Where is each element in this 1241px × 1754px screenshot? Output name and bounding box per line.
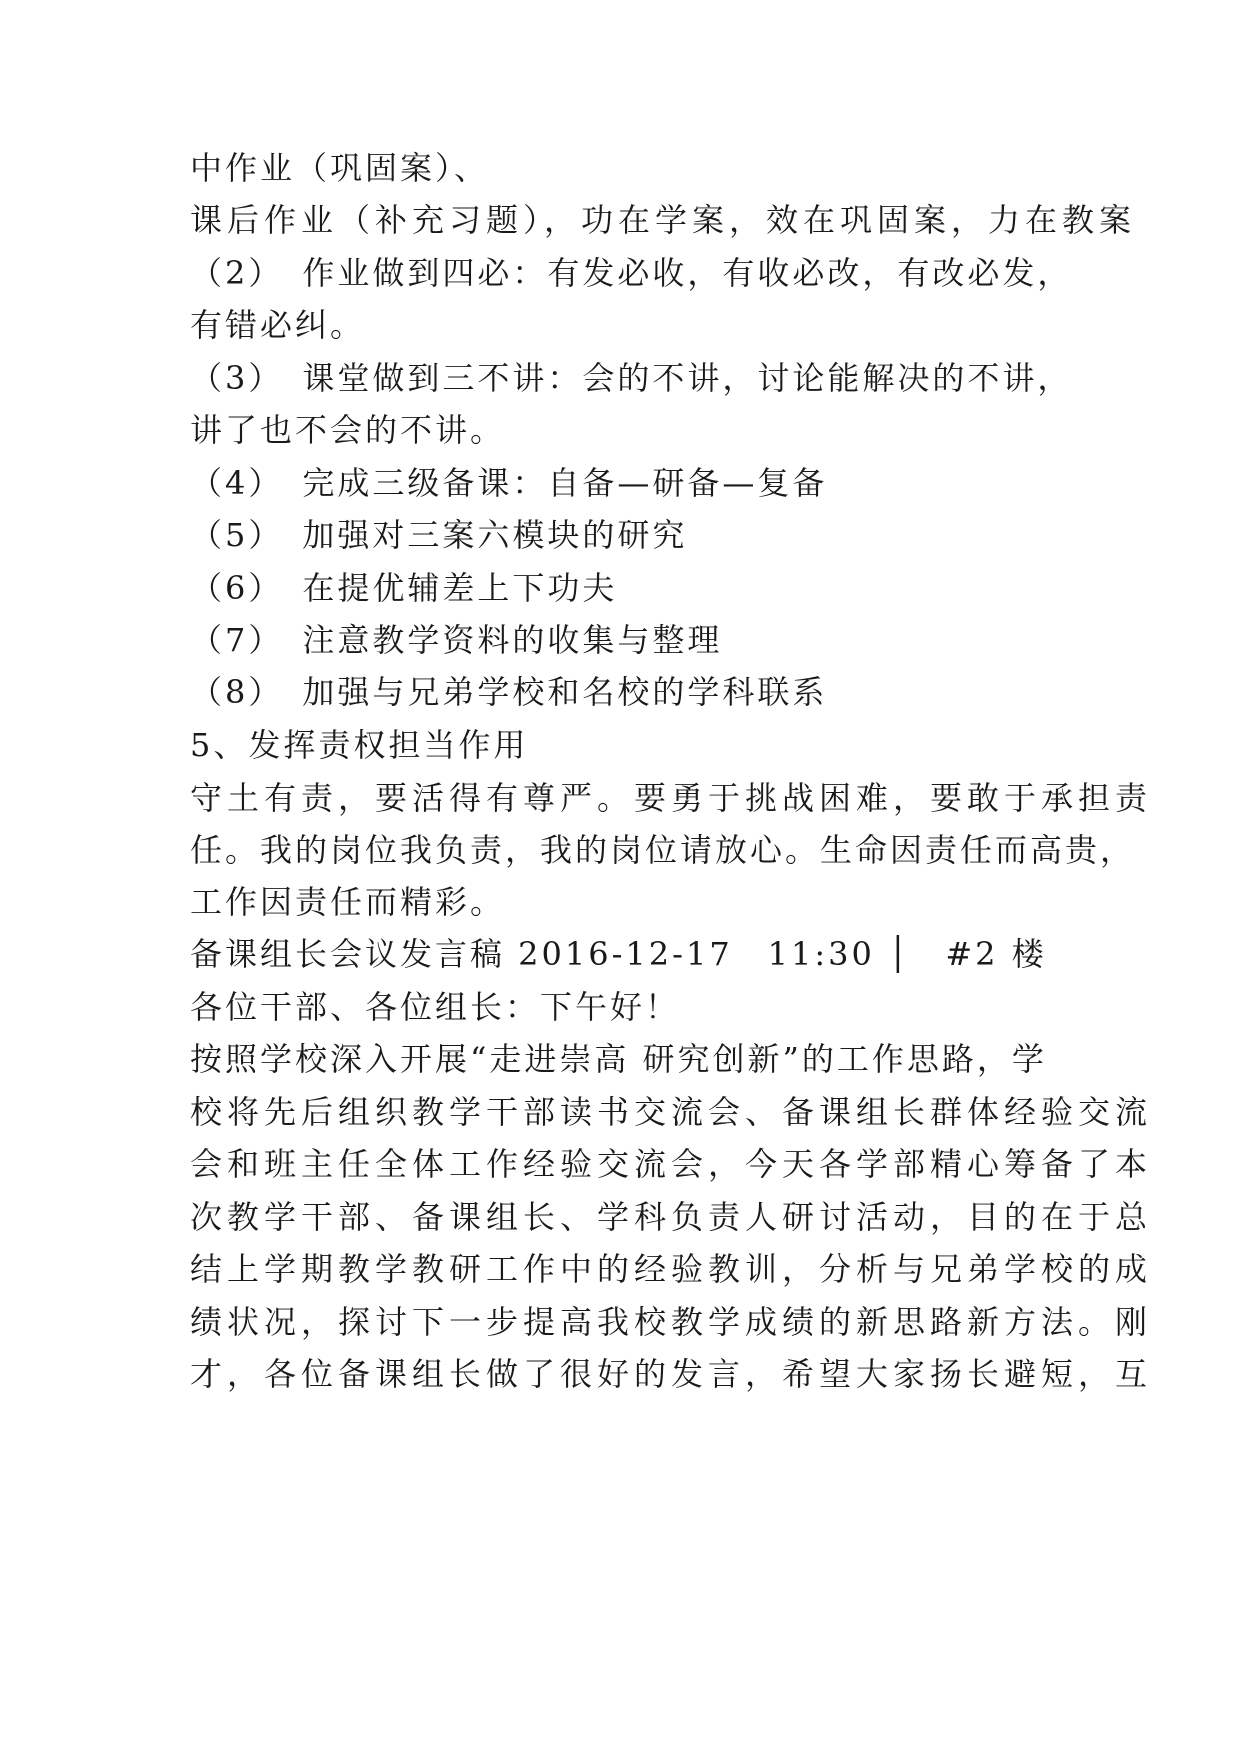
text-line: 工作因责任而精彩。 <box>190 883 506 921</box>
text-line: 任。我的岗位我负责，我的岗位请放心。生命因责任而高贵， <box>190 831 1136 869</box>
text-line: 守土有责，要活得有尊严。要勇于挑战困难，要敢于承担责 <box>190 779 1153 817</box>
text-line: 结上学期教学教研工作中的经验教训，分析与兄弟学校的成 <box>190 1250 1153 1288</box>
text-line: 课后作业（补充习题），功在学案，效在巩固案，力在教案 <box>190 201 1137 239</box>
list-item: （6） 在提优辅差上下功夫 <box>190 569 618 607</box>
list-item: （4） 完成三级备课：自备—研备—复备 <box>190 464 828 502</box>
post-header: 备课组长会议发言稿 2016-12-17 11:30 │ #2 楼 <box>190 935 1047 973</box>
greeting: 各位干部、各位组长：下午好！ <box>190 988 681 1026</box>
text-line: 按照学校深入开展“走进崇高 研究创新”的工作思路，学 <box>190 1040 1047 1078</box>
list-item: （7） 注意教学资料的收集与整理 <box>190 621 723 659</box>
text-line: 才，各位备课组长做了很好的发言，希望大家扬长避短，互 <box>190 1355 1153 1393</box>
text-line: 会和班主任全体工作经验交流会，今天各学部精心筹备了本 <box>190 1145 1153 1183</box>
list-item: （5） 加强对三案六模块的研究 <box>190 516 688 554</box>
text-line: 校将先后组织教学干部读书交流会、备课组长群体经验交流 <box>190 1093 1153 1131</box>
text-line: 中作业（巩固案）、 <box>190 149 490 187</box>
list-item: （8） 加强与兄弟学校和名校的学科联系 <box>190 673 828 711</box>
text-line: 讲了也不会的不讲。 <box>190 411 506 449</box>
text-line: （3） 课堂做到三不讲：会的不讲，讨论能解决的不讲， <box>190 359 1073 397</box>
text-line: 次教学干部、备课组长、学科负责人研讨活动，目的在于总 <box>190 1198 1153 1236</box>
section-heading: 5、发挥责权担当作用 <box>190 726 529 764</box>
text-line: （2） 作业做到四必：有发必收，有收必改，有改必发， <box>190 254 1073 292</box>
text-line: 绩状况，探讨下一步提高我校教学成绩的新思路新方法。刚 <box>190 1303 1153 1341</box>
text-line: 有错必纠。 <box>190 306 366 344</box>
